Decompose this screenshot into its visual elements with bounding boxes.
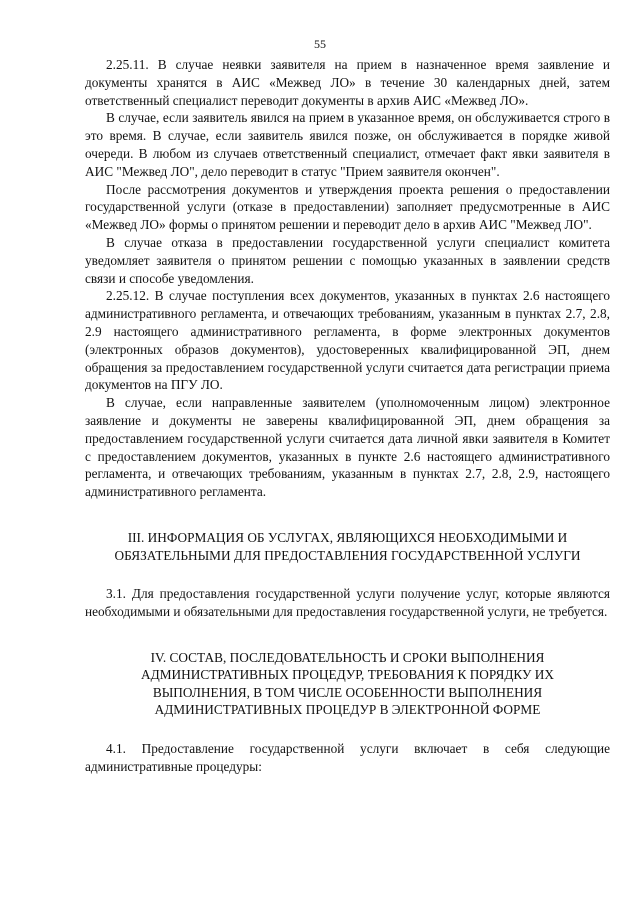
paragraph-after-review: После рассмотрения документов и утверждения проекта решения о предоставлении государственной услуги (отказе в предоставлении) заполняет предусмотренные в АИС «Межвед ЛО» формы о принятом решении и переводит дело в архив АИС "Межвед ЛО". bbox=[85, 181, 610, 233]
section-4-heading: IV. СОСТАВ, ПОСЛЕДОВАТЕЛЬНОСТЬ И СРОКИ ВЫПОЛНЕНИЯ АДМИНИСТРАТИВНЫХ ПРОЦЕДУР, ТРЕБОВАНИЯ К ПОРЯДКУ ИХ ВЫПОЛНЕНИЯ, В ТОМ ЧИСЛЕ ОСОБЕННОСТИ ВЫПОЛНЕНИЯ АДМИНИСТРАТИВНЫХ ПРОЦЕДУР В ЭЛЕКТРОННОЙ ФОРМЕ bbox=[141, 649, 554, 718]
paragraph-refusal-notice: В случае отказа в предоставлении государственной услуги специалист комитета уведомляет заявителя о принятом решении с помощью указанных в заявлении средств связи и способе уведомления. bbox=[85, 234, 610, 286]
paragraph-unsigned-documents: В случае, если направленные заявителем (уполномоченным лицом) электронное заявление и документы не заверены квалифицированной ЭП, днем обращения за предоставлением государственной услуги считается дата личной явки заявителя в Комитет с предоставлением документов, указанных в пункте 2.6 настоящего административного регламента, и отвечающих требованиям, указанным в пунктах 2.7, 2.8, 2.9, настоящего административного регламента. bbox=[85, 395, 610, 500]
paragraph-appearance-on-time: В случае, если заявитель явился на прием в указанное время, он обслуживается строго в это время. В случае, если заявитель явился позже, он обслуживается в порядке живой очереди. В любом из случаев ответственный специалист, отмечает факт явки заявителя в АИС "Межвед ЛО", дело переводит в статус "Прием заявителя окончен". bbox=[85, 110, 610, 179]
paragraph-4-1: 4.1. Предоставление государственной услуги включает в себя следующие административные процедуры: bbox=[85, 741, 610, 774]
document-body bbox=[85, 56, 610, 776]
paragraph-3-1: 3.1. Для предоставления государственной услуги получение услуг, которые являются необходимыми и обязательными для предоставления государственной услуги, не требуется. bbox=[85, 586, 610, 619]
paragraph-2-25-11: 2.25.11. В случае неявки заявителя на прием в назначенное время заявление и документы хранятся в АИС «Межвед ЛО» в течение 30 календарных дней, затем ответственный специалист переводит документы в архив АИС «Межвед ЛО». bbox=[85, 57, 610, 108]
page-number: 55 bbox=[314, 37, 326, 51]
section-3-heading: III. ИНФОРМАЦИЯ ОБ УСЛУГАХ, ЯВЛЯЮЩИХСЯ НЕОБХОДИМЫМИ И ОБЯЗАТЕЛЬНЫМИ ДЛЯ ПРЕДОСТАВЛЕНИЯ ГОСУДАРСТВЕННОЙ УСЛУГИ bbox=[114, 529, 581, 563]
paragraph-2-25-12: 2.25.12. В случае поступления всех документов, указанных в пунктах 2.6 настоящего административного регламента, и отвечающих требованиям, указанным в пунктах 2.7, 2.8, 2.9 настоящего административного регламента, в форме электронных документов (электронных образов документов), удостоверенных квалифицированной ЭП, днем обращения за предоставлением государственной услуги считается дата регистрации приема документов на ПГУ ЛО. bbox=[85, 288, 610, 393]
